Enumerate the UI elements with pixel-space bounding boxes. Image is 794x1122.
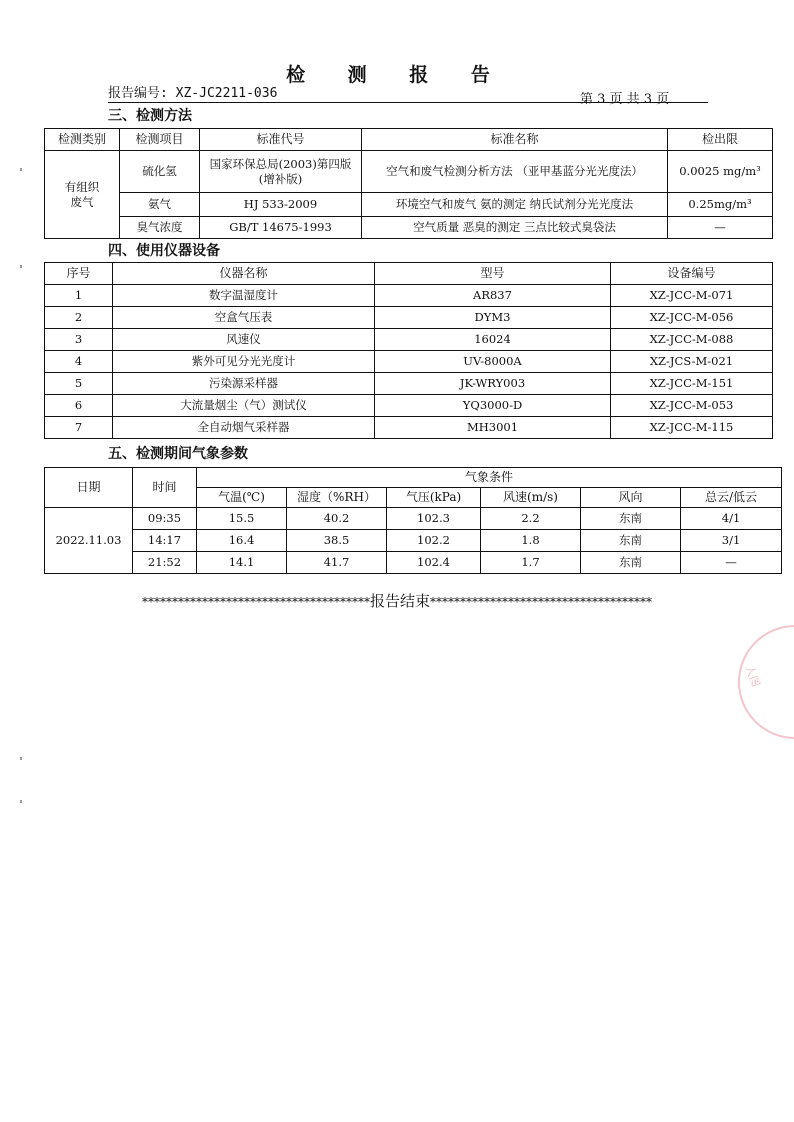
header-cell: 气象条件 [197,468,782,488]
pressure-cell: 102.4 [387,552,481,574]
device-id-cell: XZ-JCC-M-115 [611,417,773,439]
model-cell: JK-WRY003 [375,373,611,395]
item-cell: 臭气浓度 [120,217,200,239]
header-cell: 设备编号 [611,263,773,285]
device-id-cell: XZ-JCS-M-021 [611,351,773,373]
table-row [45,395,773,417]
cloud-cell: 4/1 [681,508,782,530]
stars-right: ************************************* [430,595,652,609]
cloud-cell: 3/1 [681,530,782,552]
model-cell: 16024 [375,329,611,351]
table-row [45,530,782,552]
category-cell: 有组织 废气 [45,151,120,239]
scan-speck [20,757,22,760]
instrument-name-cell: 风速仪 [113,329,375,351]
temp-cell: 14.1 [197,552,287,574]
wind-speed-cell: 2.2 [481,508,581,530]
scan-speck [20,168,22,171]
model-cell: DYM3 [375,307,611,329]
scan-speck [20,265,22,268]
table-row [45,508,782,530]
cloud-cell: — [681,552,782,574]
pressure-cell: 102.3 [387,508,481,530]
humidity-cell: 38.5 [287,530,387,552]
time-cell: 09:35 [133,508,197,530]
table-header-row [45,468,782,488]
model-cell: YQ3000-D [375,395,611,417]
model-cell: MH3001 [375,417,611,439]
no-cell: 4 [45,351,113,373]
header-cell: 序号 [45,263,113,285]
page-number: 第 3 页 共 3 页 [580,92,670,107]
date-cell: 2022.11.03 [45,508,133,574]
no-cell: 1 [45,285,113,307]
instrument-name-cell: 数字温湿度计 [113,285,375,307]
header-cell: 总云/低云 [681,488,782,508]
scan-speck [20,800,22,803]
code-cell: HJ 533-2009 [200,193,362,217]
code-cell: 国家环保总局(2003)第四版(增补版) [200,151,362,193]
header-cell: 风速(m/s) [481,488,581,508]
wind-speed-cell: 1.8 [481,530,581,552]
header-cell: 仪器名称 [113,263,375,285]
section-title-instruments: 四、使用仪器设备 [108,243,220,259]
report-number: 报告编号: XZ-JC2211-036 [108,86,278,101]
header-cell: 检测类别 [45,129,120,151]
item-cell: 氨气 [120,193,200,217]
item-cell: 硫化氢 [120,151,200,193]
limit-cell: 0.0025 mg/m³ [668,151,773,193]
instrument-name-cell: 空盒气压表 [113,307,375,329]
header-cell: 气温(℃) [197,488,287,508]
device-id-cell: XZ-JCC-M-071 [611,285,773,307]
table-row [45,285,773,307]
weather-table [44,467,782,574]
temp-cell: 16.4 [197,530,287,552]
time-cell: 21:52 [133,552,197,574]
no-cell: 2 [45,307,113,329]
no-cell: 3 [45,329,113,351]
instrument-name-cell: 大流量烟尘（气）测试仪 [113,395,375,417]
instrument-name-cell: 紫外可见分光光度计 [113,351,375,373]
table-row [45,417,773,439]
header-cell: 湿度（%RH） [287,488,387,508]
pressure-cell: 102.2 [387,530,481,552]
section-title-weather: 五、检测期间气象参数 [108,446,248,462]
report-end-text: 报告结束 [369,592,430,610]
header-cell: 标准代号 [200,129,362,151]
table-row [45,329,773,351]
header-cell: 时间 [133,468,197,508]
header-cell: 标准名称 [362,129,668,151]
device-id-cell: XZ-JCC-M-088 [611,329,773,351]
model-cell: UV-8000A [375,351,611,373]
report-meta-row [108,80,708,107]
wind-dir-cell: 东南 [581,552,681,574]
report-end-line [0,590,794,611]
header-cell: 风向 [581,488,681,508]
document-title: 检 测 报 告 [286,64,508,86]
instrument-name-cell: 全自动烟气采样器 [113,417,375,439]
humidity-cell: 41.7 [287,552,387,574]
stars-left: ************************************** [141,595,370,609]
humidity-cell: 40.2 [287,508,387,530]
table-row [45,351,773,373]
method-table [44,128,773,239]
wind-speed-cell: 1.7 [481,552,581,574]
header-cell: 气压(kPa) [387,488,481,508]
no-cell: 7 [45,417,113,439]
standard-name-cell: 空气和废气检测分析方法 （亚甲基蓝分光光度法） [362,151,668,193]
table-row [45,217,773,239]
table-row [45,193,773,217]
seal-stamp-text: 人图 [742,663,763,689]
wind-dir-cell: 东南 [581,530,681,552]
table-header-row [45,263,773,285]
header-cell: 检出限 [668,129,773,151]
limit-cell: — [668,217,773,239]
section-title-method: 三、检测方法 [108,108,192,124]
no-cell: 5 [45,373,113,395]
limit-cell: 0.25mg/m³ [668,193,773,217]
wind-dir-cell: 东南 [581,508,681,530]
instrument-name-cell: 污染源采样器 [113,373,375,395]
code-cell: GB/T 14675-1993 [200,217,362,239]
header-cell: 型号 [375,263,611,285]
model-cell: AR837 [375,285,611,307]
device-id-cell: XZ-JCC-M-151 [611,373,773,395]
table-row [45,307,773,329]
standard-name-cell: 空气质量 恶臭的测定 三点比较式臭袋法 [362,217,668,239]
header-cell: 日期 [45,468,133,508]
table-row [45,151,773,193]
header-cell: 检测项目 [120,129,200,151]
device-id-cell: XZ-JCC-M-056 [611,307,773,329]
table-row [45,552,782,574]
instrument-table [44,262,773,439]
temp-cell: 15.5 [197,508,287,530]
no-cell: 6 [45,395,113,417]
table-header-row [45,129,773,151]
table-row [45,373,773,395]
standard-name-cell: 环境空气和废气 氨的测定 纳氏试剂分光光度法 [362,193,668,217]
time-cell: 14:17 [133,530,197,552]
device-id-cell: XZ-JCC-M-053 [611,395,773,417]
